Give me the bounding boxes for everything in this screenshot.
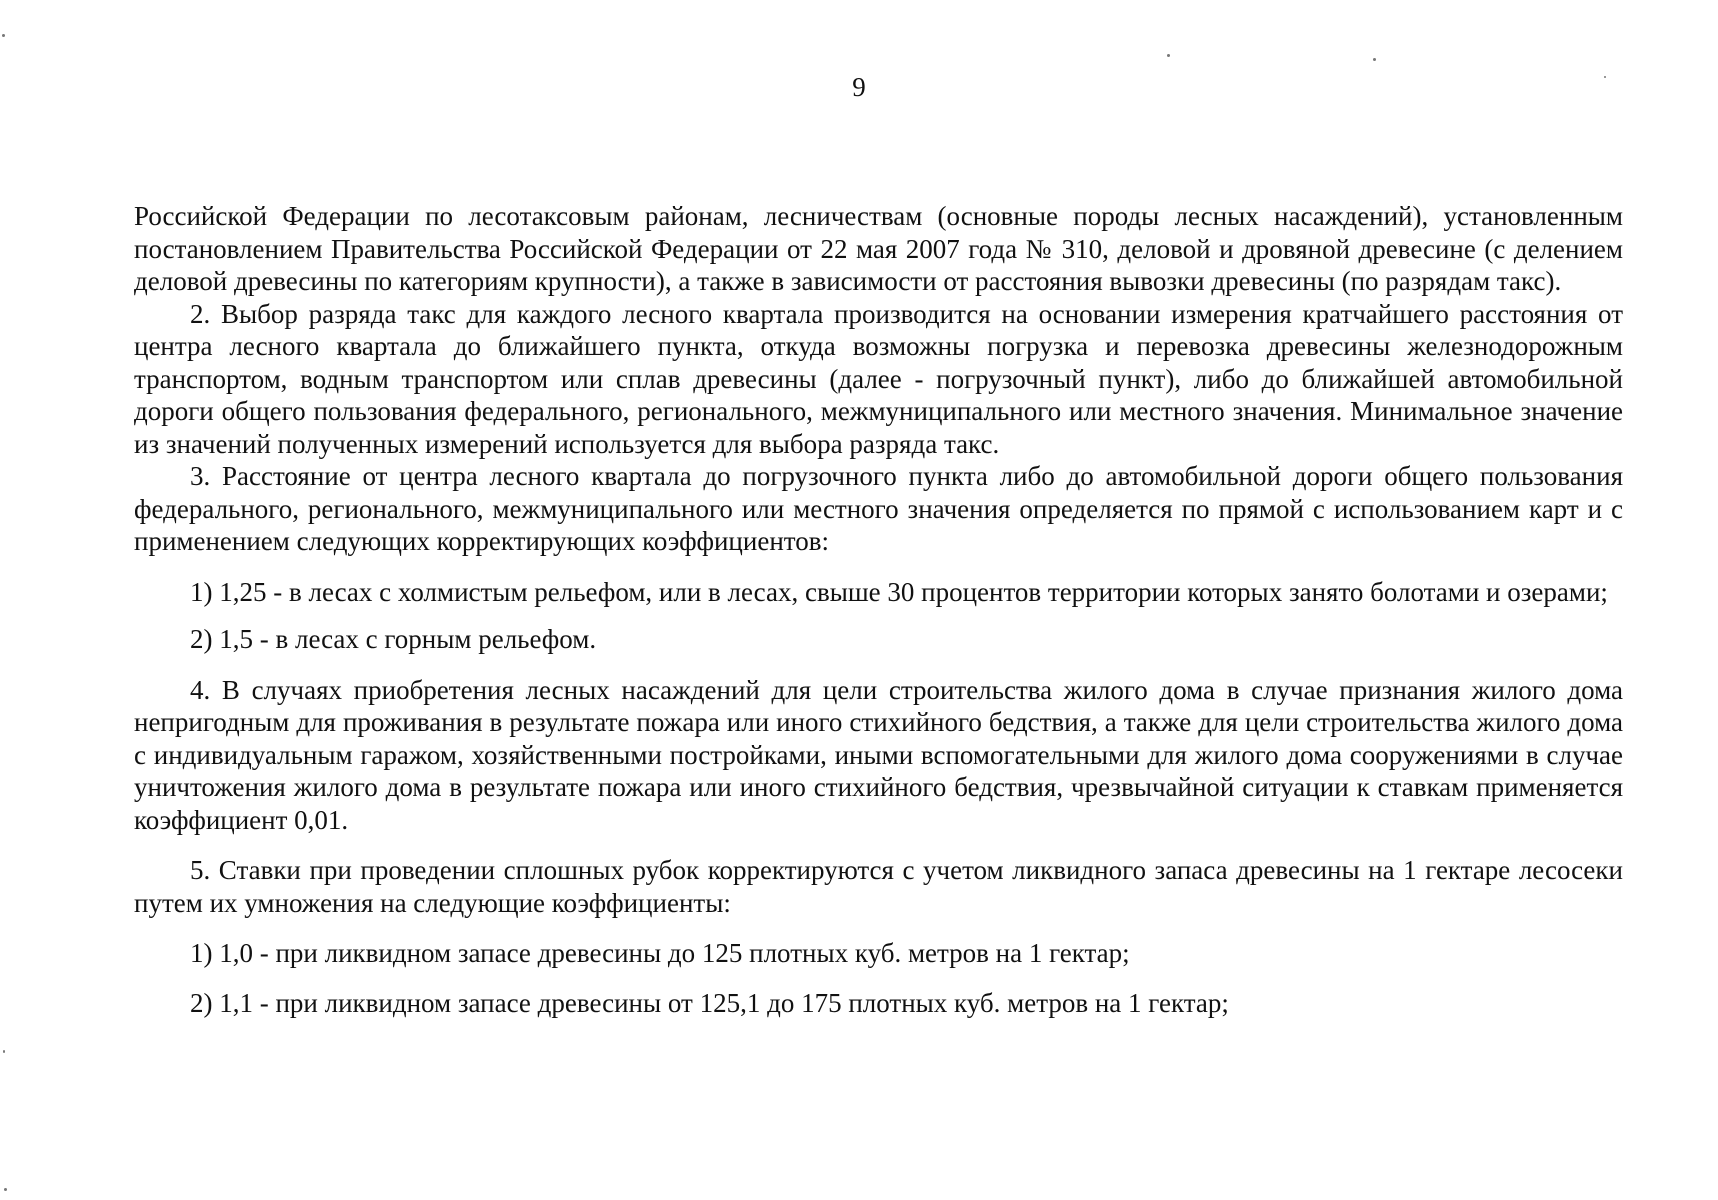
scan-speck xyxy=(1167,54,1170,57)
scan-speck xyxy=(4,1188,7,1191)
paragraph-item-4: 4. В случаях приобретения лесных насаждений для цели строительства жилого дома в случае признания жилого дома непригодным для проживания в результате пожара или иного стихийного бедствия, а также для цели строительства жилого дома с индивидуальным гаражом, хозяйственными постройками, иными вспомогательными для жилого дома сооружениями в случае уничтожения жилого дома в результате пожара или иного стихийного бедствия, чрезвычайной ситуации к ставкам применяется коэффициент 0,01. xyxy=(134,674,1623,835)
scan-speck xyxy=(2,34,5,37)
document-body xyxy=(134,200,1623,1019)
scan-speck xyxy=(3,1050,5,1053)
coefficient-item-2: 2) 1,5 - в лесах с горным рельефом. xyxy=(190,624,597,654)
paragraph-item-5: 5. Ставки при проведении сплошных рубок корректируются с учетом ликвидного запаса древесины на 1 гектаре лесосеки путем их умножения на следующие коэффициенты: xyxy=(134,855,1623,918)
scan-speck xyxy=(1604,76,1606,78)
paragraph-continuation: Российской Федерации по лесотаксовым районам, лесничествам (основные породы лесных насаждений), установленным постановлением Правительства Российской Федерации от 22 мая 2007 года № 310, деловой и дровяной древесине (с делением деловой древесины по категориям крупности), а также в зависимости от расстояния вывозки древесины (по разрядам такс). xyxy=(134,201,1623,296)
scan-speck xyxy=(1373,58,1376,61)
stock-coefficient-item-2: 2) 1,1 - при ликвидном запасе древесины от 125,1 до 175 плотных куб. метров на 1 гектар; xyxy=(190,987,1229,1018)
paragraph-item-3: 3. Расстояние от центра лесного квартала до погрузочного пункта либо до автомобильной дороги общего пользования федерального, регионального, межмуниципального или местного значения определяется по прямой с использованием карт и с применением следующих корректирующих коэффициентов: xyxy=(134,461,1623,556)
stock-coefficient-item-1: 1) 1,0 - при ликвидном запасе древесины до 125 плотных куб. метров на 1 гектар; xyxy=(190,938,1130,968)
page-number: 9 xyxy=(852,72,866,102)
coefficient-item-1: 1) 1,25 - в лесах с холмистым рельефом, или в лесах, свыше 30 процентов территории которых занято болотами и озерами; xyxy=(190,576,1608,607)
paragraph-item-2: 2. Выбор разряда такс для каждого лесного квартала производится на основании измерения кратчайшего расстояния от центра лесного квартала до ближайшего пункта, откуда возможны погрузка и перевозка древесины железнодорожным транспортом, водным транспортом или сплав древесины (далее - погрузочный пункт), либо до ближайшей автомобильной дороги общего пользования федерального, регионального, межмуниципального или местного значения. Минимальное значение из значений полученных измерений используется для выбора разряда такс. xyxy=(134,298,1623,459)
